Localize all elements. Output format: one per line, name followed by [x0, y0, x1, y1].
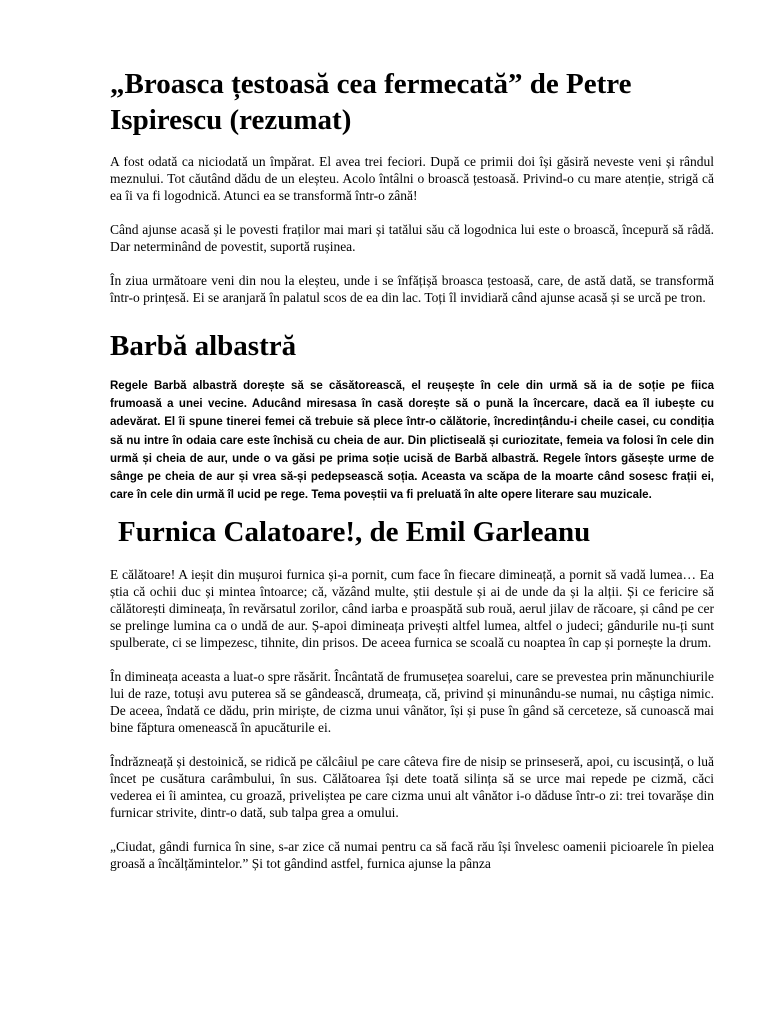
paragraph-furnica-1: E călătoare! A ieșit din mușuroi furnica și-a pornit, cum face în fiecare dimineață, a pornit să vadă lumea… Ea știa că ochii duc și mintea întoarce; că, văzând multe, știi destule și ai de unde da și la alții. Și ce fericire să călătorești dimineața, în revărsatul zorilor, când iarba e proaspătă sub rouă, aerul jilav de răcoare, și când pe cer se prelinge lumina ca o undă de aur. Ș-apoi dimineața privești altfel lumea, altfel o judeci; gândurile nu-ți sunt spulberate, ci se limpezesc, tihnite, din prisos. De aceea furnica se scoală cu noaptea în cap și pornește la drum.	[110, 567, 714, 651]
paragraph-furnica-4: „Ciudat, gândi furnica în sine, s-ar zice că numai pentru ca să facă rău își învelesc oamenii picioarele în pielea groasă a încălțămintelor.” Și tot gândind astfel, furnica ajunse la pânza	[110, 839, 714, 872]
paragraph-barba-1: Regele Barbă albastră dorește să se căsătorească, el reușește în cele din urmă să ia de soție pe fiica frumoasă a unei vecine. Aducând miresasa în casă dorește să o pună la încercare, dacă ea îl iubește cu adevărat. El îi spune tinerei femei că trebuie să plece într-o călătorie, încredințându-i cheile casei, cu condiția să nu intre în odaia care este închisă cu cheia de aur. Din plictiseală și curiozitate, femeia va folosi în cele din urmă și cheia de aur, unde o va găsi pe prima soție ucisă de Barbă albastră. Regele întors găsește urme de sânge pe cheia de aur și vrea să-și pedepsească soția. Aceasta va scăpa de la moarte când sosesc frații ei, care în cele din urmă îl ucid pe rege. Tema poveștii va fi preluată în alte opere literare sau muzicale.	[110, 380, 714, 502]
section-title-furnica: Furnica Calatoare!, de Emil Garleanu	[118, 516, 591, 549]
paragraph-broasca-3: În ziua următoare veni din nou la eleșteu, unde i se înfățișă broasca țestoasă, care, de astă dată, se transformă într-o prințesă. Ei se aranjară în palatul scos de ea din lac. Toți îl invidiară când ajunse acasă și se urcă pe tron.	[110, 273, 714, 305]
paragraph-broasca-2: Când ajunse acasă și le povesti fraților mai mari și tatălui său că logodnica lui este o broască, începură să râdă. Dar neterminând de povestit, suportă rușinea.	[110, 222, 714, 254]
section-title-broasca: „Broasca țestoasă cea fermecată” de Petre Ispirescu (rezumat)	[110, 68, 632, 136]
section-title-barba: Barbă albastră	[110, 330, 297, 362]
paragraph-broasca-1: A fost odată ca niciodată un împărat. El avea trei feciori. După ce primii doi își găsiră neveste veni și rândul meznului. Tot căutând dădu de un eleșteu. Acolo întâlni o broască țestoasă. Privind-o cu mare atenție, strigă că ea îi va fi logodnică. Atunci ea se transformă într-o zână!	[110, 154, 714, 203]
paragraph-furnica-3: Îndrăzneață și destoinică, se ridică pe călcâiul pe care câteva fire de nisip se prinseseră, apoi, cu iscusință, o luă încet pe cusătura carâmbului, în sus. Călătoarea își dete toată silința să se urce mai repede pe cizmă, căci vederea ei îi amintea, cu groază, priveliștea pe care cizma unui alt vânător i-o dăduse într-o zi: trei tovarășe din furnicar strivite, dintr-o dată, sub talpa grea a omului.	[110, 754, 714, 821]
document-page	[110, 66, 714, 872]
paragraph-furnica-2: În dimineața aceasta a luat-o spre răsărit. Încântată de frumusețea soarelui, care se prevestea prin mănunchiurile lui de raze, totuși avu puterea să se gândească, drumeața, că, privind și minunându-se numai, nu câștiga nimic. De aceea, îndată ce dădu, prin miriște, de cizma unui vânător, își și puse în gând să cerceteze, să cunoască mai bine făptura omenească în apucăturile ei.	[110, 669, 714, 736]
